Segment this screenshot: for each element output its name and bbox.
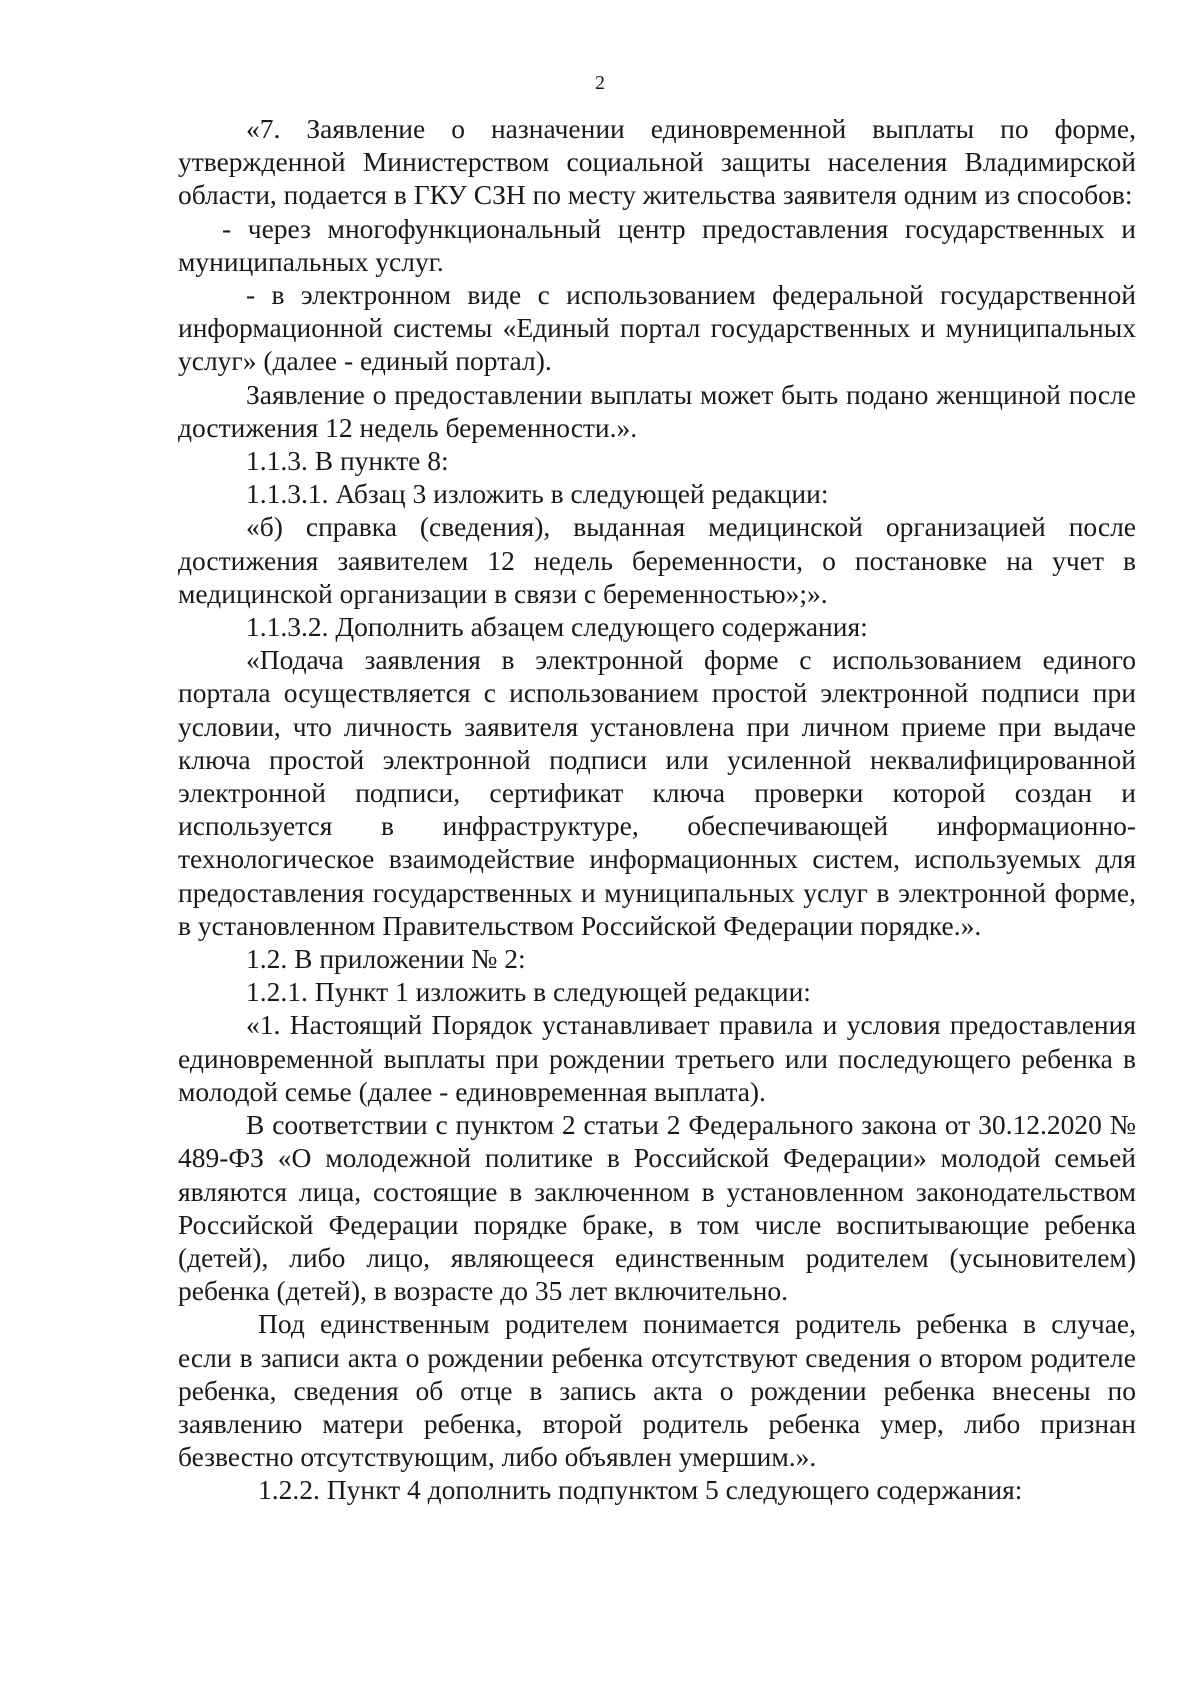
paragraph-single-parent: Под единственным родителем понимается родитель ребенка в случае, если в записи акта о рождении ребенка отсутствуют сведения о втором родителе ребенка, сведения об отце в запись акта о рождении ребенка внесены по заявлению матери ребенка, второй родитель ребенка умер, либо признан безвестно отсутствующим, либо объявлен умершим.». — [178, 1308, 1136, 1473]
document-body — [178, 112, 1136, 1507]
paragraph-mfc: - через многофункциональный центр предоставления государственных и муниципальных услуг. — [178, 212, 1136, 277]
paragraph-1-2-1: 1.2.1. Пункт 1 изложить в следующей редакции: — [246, 976, 811, 1008]
paragraph-young-family: В соответствии с пунктом 2 статьи 2 Федерального закона от 30.12.2020 № 489-ФЗ «О молодежной политике в Российской Федерации» молодой семьей являются лица, состоящие в заключенном в установленном законодательством Российской Федерации порядке браке, в том числе воспитывающие ребенка (детей), либо лицо, являющееся единственным родителем (усыновителем) ребенка (детей), в возрасте до 35 лет включительно. — [178, 1109, 1136, 1307]
paragraph-signature: «Подача заявления в электронной форме с использованием единого портала осуществляется с использованием простой электронной подписи при условии, что личность заявителя установлена при личном приеме при выдаче ключа простой электронной подписи или усиленной неквалифицированной электронной подписи, сертификат ключа проверки которой создан и используется в инфраструктуре, обеспечивающей информационно-технологическое взаимодействие информационных систем, используемых для предоставления государственных и муниципальных услуг в электронной форме, в установленном Правительством Российской Федерации порядке.». — [178, 644, 1136, 941]
paragraph-1-2: 1.2. В приложении № 2: — [246, 943, 526, 975]
page-number: 2 — [595, 72, 605, 94]
paragraph-item-7: «7. Заявление о назначении единовременной выплаты по форме, утвержденной Министерством социальной защиты населения Владимирской области, подается в ГКУ СЗН по месту жительства заявителя одним из способов: — [178, 113, 1136, 211]
paragraph-reference-b: «б) справка (сведения), выданная медицинской организацией после достижения заявителем 12 недель беременности, о постановке на учет в медицинской организации в связи с беременностью»;». — [178, 511, 1136, 609]
paragraph-1-1-3-2: 1.1.3.2. Дополнить абзацем следующего содержания: — [246, 611, 868, 643]
paragraph-procedure: «1. Настоящий Порядок устанавливает правила и условия предоставления единовременной выплаты при рождении третьего или последующего ребенка в молодой семье (далее - единовременная выплата). — [178, 1009, 1136, 1107]
paragraph-1-1-3-1: 1.1.3.1. Абзац 3 изложить в следующей редакции: — [246, 478, 829, 510]
paragraph-1-1-3: 1.1.3. В пункте 8: — [246, 445, 449, 477]
paragraph-1-2-2: 1.2.2. Пункт 4 дополнить подпунктом 5 следующего содержания: — [258, 1474, 1023, 1506]
paragraph-electronic: - в электронном виде с использованием федеральной государственной информационной системы «Единый портал государственных и муниципальных услуг» (далее - единый портал). — [178, 279, 1136, 377]
paragraph-pregnancy: Заявление о предоставлении выплаты может быть подано женщиной после достижения 12 недель беременности.». — [178, 378, 1136, 443]
